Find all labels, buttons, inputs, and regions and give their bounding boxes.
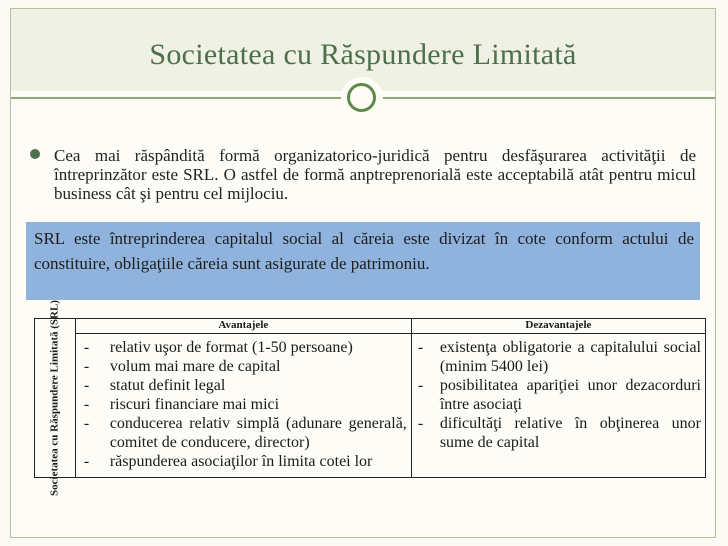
disadvantages-header: Dezavantajele <box>411 319 705 334</box>
list-item: - conducerea relativ simplă (adunare generală, comitet de conducere, director) <box>80 414 407 452</box>
list-item: - statut definit legal <box>80 376 407 395</box>
list-item: - dificultăţi relative în obţinerea unor sume de capital <box>416 414 701 452</box>
list-item: - volum mai mare de capital <box>80 357 407 376</box>
list-item: - răspunderea asociaţilor în limita cotei lor <box>80 452 407 471</box>
table-body-row <box>35 334 706 478</box>
list-item: - relativ uşor de format (1-50 persoane) <box>80 338 407 357</box>
definition-box: SRL este întreprinderea capitalul social al căreia este divizat în cote conform actului de constituire, obligaţiile căreia sunt asigurate de patrimoniu. <box>26 222 700 300</box>
bullet-item <box>30 146 696 203</box>
table-header-row <box>35 319 706 334</box>
list-item: - riscuri financiare mai mici <box>80 395 407 414</box>
list-item: - posibilitatea apariţiei unor dezacorduri între asociaţi <box>416 376 701 414</box>
row-label-cell <box>35 300 76 496</box>
disadvantages-list <box>412 334 705 458</box>
bullet-dot-icon <box>30 149 40 159</box>
list-item: - existenţa obligatorie a capitalului social (minim 5400 lei) <box>416 338 701 376</box>
comparison-table <box>34 300 706 496</box>
advantages-cell <box>75 334 411 478</box>
advantages-header: Avantajele <box>75 319 411 334</box>
advantages-list <box>76 334 411 477</box>
bullet-text: Cea mai răspândită formă organizatorico-juridică pentru desfăşurarea activităţii de întreprinzător este SRL. O astfel de formă anptreprenorială este acceptabilă atât pentru micul business cât şi pentru cel mijlociu. <box>54 146 696 203</box>
disadvantages-cell <box>411 334 705 478</box>
row-label: Societatea cu Răspundere Limitată (SRL) <box>48 300 61 496</box>
circle-ornament-icon <box>341 77 383 119</box>
slide-title: Societatea cu Răspundere Limitată <box>149 38 577 71</box>
